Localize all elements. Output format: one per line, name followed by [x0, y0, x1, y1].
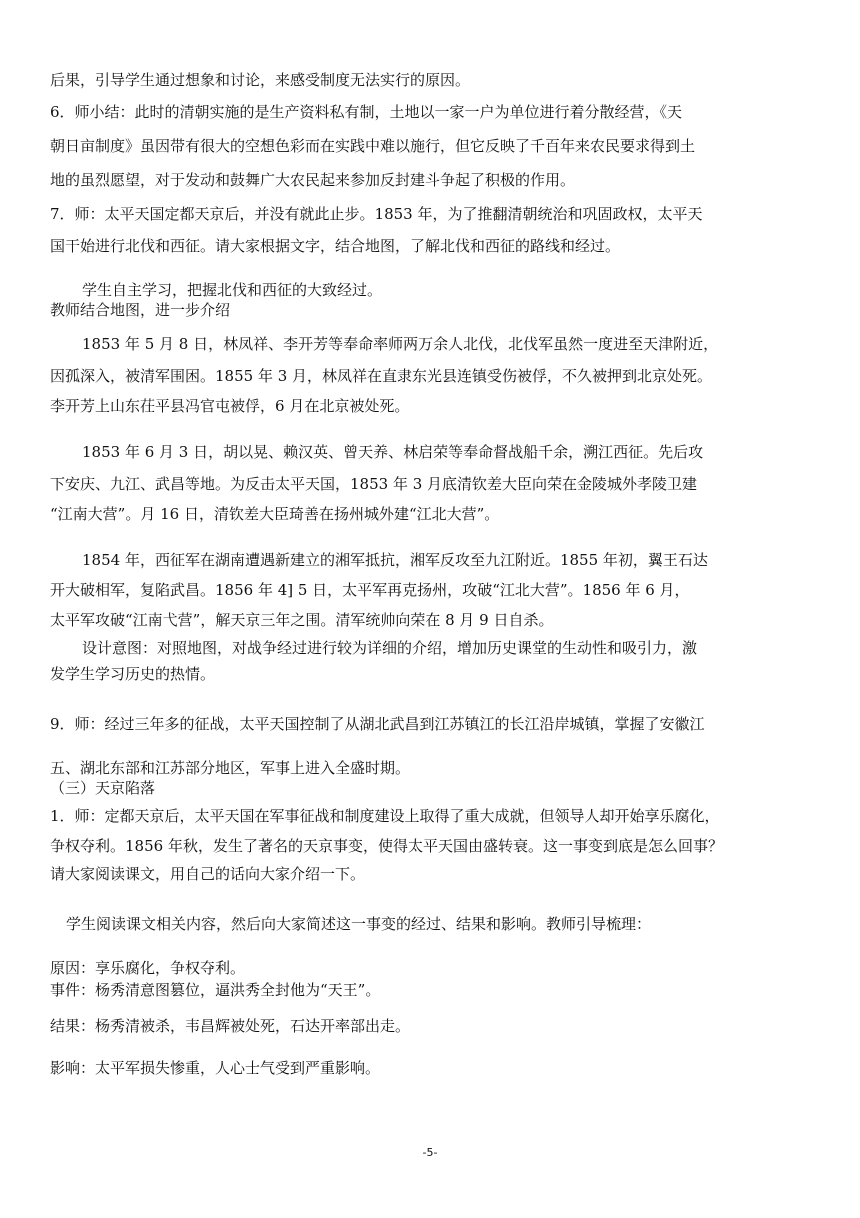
- text-line: 9．师：经过三年多的征战，太平天国控制了从湖北武昌到江苏镇江的长江沿岸城镇，掌握了安徽江: [50, 715, 705, 733]
- text-line: 地的虽烈愿望，对于发动和鼓舞广大农民起来参加反封建斗争起了积极的作用。: [50, 171, 576, 189]
- text-line: 结果：杨秀清被杀，韦昌辉被处死，石达开率部出走。: [50, 1017, 411, 1035]
- text-line: 7．师：太平天国定都天京后，并没有就此止步。1853 年，为了推翻清朝统治和巩固政权，太平天: [50, 205, 703, 223]
- text-line: 1．师：定都天京后，太平天国在军事征战和制度建设上取得了重大成就，但领导人却开始享乐腐化，: [50, 807, 720, 825]
- text-line: 原因：享乐腐化，争权夺利。: [50, 959, 246, 977]
- text-line: 后果，引导学生通过想象和讨论，来感受制度无法实行的原因。: [50, 71, 471, 89]
- text-line: 1853 年 5 月 8 日，林凤祥、李开芳等奉命率师两万余人北伐，北伐军虽然一度进至天津附近，: [82, 335, 719, 353]
- page-number: -5-: [422, 1146, 438, 1159]
- text-line: 1854 年，西征军在湖南遭遇新建立的湘军抵抗，湘军反攻至九江附近。1855 年初，翼王石达: [82, 551, 708, 569]
- text-line: 发学生学习历史的热情。: [50, 665, 216, 683]
- text-line: 事件：杨秀清意图篡位，逼洪秀全封他为“天王”。: [50, 981, 381, 999]
- text-line: 五、湖北东部和江苏部分地区，军事上进入全盛时期。: [50, 759, 411, 777]
- text-line: 开大破相军，复陷武昌。1856 年 4] 5 日，太平军再克扬州，攻破“江北大营”。1856 年 6 月，: [50, 581, 690, 599]
- text-line: 1853 年 6 月 3 日，胡以晃、赖汉英、曾天养、林启荣等奉命督战船千余，溯江西征。先后攻: [82, 443, 704, 461]
- text-line: 国干始进行北伐和西征。请大家根据文字，结合地图，了解北伐和西征的路线和经过。: [50, 237, 621, 255]
- section-heading: （三）天京陷落: [50, 779, 156, 797]
- text-line: 朝日亩制度》虽因带有很大的空想色彩而在实践中难以施行，但它反映了千百年来农民要求得到土: [50, 137, 696, 155]
- text-line: 李开芳上山东茌平县冯官屯被俘，6 月在北京被处死。: [50, 397, 410, 415]
- text-line: “江南大营”。月 16 日，清钦差大臣琦善在扬州城外建“江北大营”。: [50, 505, 500, 523]
- text-line: 学生阅读课文相关内容，然后向大家简述这一事变的经过、结果和影响。教师引导梳理：: [66, 915, 652, 933]
- text-line: 教师结合地图，进一步介绍: [50, 301, 231, 319]
- text-line: 因孤深入，被清军围困。1855 年 3 月，林凤祥在直隶东光县连镇受伤被俘，不久被押到北京处死。: [50, 367, 713, 385]
- text-line: 太平军攻破“江南弋营”，解天京三年之围。清军统帅向荣在 8 月 9 日自杀。: [50, 611, 554, 629]
- text-line: 请大家阅读课文，用自己的话向大家介绍一下。: [50, 865, 366, 883]
- text-line: 影响：太平军损失惨重，人心士气受到严重影响。: [50, 1059, 381, 1077]
- text-line: 6．师小结：此时的清朝实施的是生产资料私有制，土地以一家一户为单位进行着分散经营，《天: [50, 103, 683, 121]
- text-line: 下安庆、九江、武昌等地。为反击太平天国，1853 年 3 月底清钦差大臣向荣在金陵城外孝陵卫建: [50, 475, 698, 493]
- text-line: 设计意图：对照地图，对战争经过进行较为详细的介绍，增加历史课堂的生动性和吸引力，激: [82, 639, 698, 657]
- text-line: 争权夺利。1856 年秋，发生了著名的天京事变，使得太平天国由盛转衰。这一事变到底是怎么回事？: [50, 837, 723, 855]
- text-line: 学生自主学习，把握北伐和西征的大致经过。: [82, 281, 383, 299]
